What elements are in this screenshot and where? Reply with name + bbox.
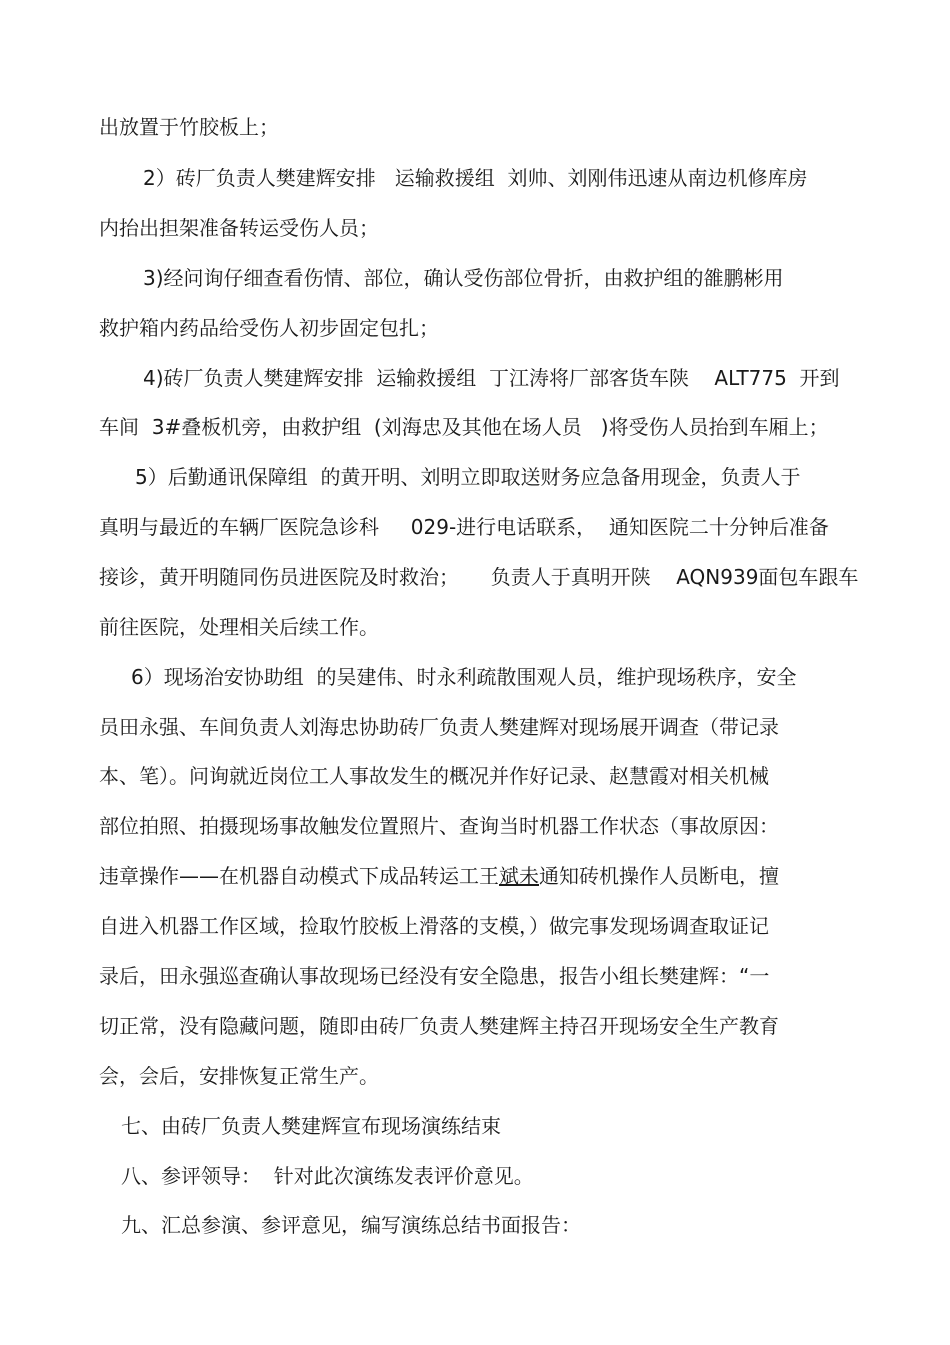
- text-line: 部位拍照、拍摄现场事故触发位置照片、查询当时机器工作状态（事故原因：: [99, 814, 779, 838]
- text-line: 4)砖厂负责人樊建辉安排 运输救援组 丁江涛将厂部客货车陕 ALT775 开到: [143, 366, 840, 390]
- violation-text-after: 通知砖机操作人员断电，擅: [539, 864, 779, 888]
- section-heading: 七、由砖厂负责人樊建辉宣布现场演练结束: [121, 1114, 501, 1138]
- text-line: 车间 3#叠板机旁，由救护组 (刘海忠及其他在场人员 )将受伤人员抬到车厢上；: [99, 415, 829, 439]
- violation-text-underlined: 斌未: [499, 864, 539, 888]
- section-heading: 八、参评领导： 针对此次演练发表评价意见。: [121, 1164, 534, 1188]
- text-line: 录后，田永强巡查确认事故现场已经没有安全隐患，报告小组长樊建辉：“一: [99, 964, 770, 988]
- text-line: 员田永强、车间负责人刘海忠协助砖厂负责人樊建辉对现场展开调查（带记录: [99, 715, 779, 739]
- text-line-violation: [99, 863, 779, 889]
- text-line: 内抬出担架准备转运受伤人员；: [99, 216, 379, 240]
- text-line: 本、笔）。问询就近岗位工人事故发生的概况并作好记录、赵慧霞对相关机械: [99, 764, 769, 788]
- text-line: 切正常，没有隐藏问题，随即由砖厂负责人樊建辉主持召开现场安全生产教育: [99, 1014, 779, 1038]
- text-line: 自进入机器工作区域，捡取竹胶板上滑落的支模，）做完事发现场调查取证记: [99, 914, 769, 938]
- text-line: 救护箱内药品给受伤人初步固定包扎；: [99, 316, 439, 340]
- text-line: 接诊，黄开明随同伤员进医院及时救治； 负责人于真明开陕 AQN939面包车跟车: [99, 565, 859, 589]
- violation-text-before: 违章操作——在机器自动模式下成品转运工王: [99, 864, 499, 888]
- text-line: 真明与最近的车辆厂医院急诊科 029-进行电话联系， 通知医院二十分钟后准备: [99, 515, 829, 539]
- text-line: 3)经问询仔细查看伤情、部位，确认受伤部位骨折，由救护组的雒鹏彬用: [143, 266, 784, 290]
- text-line: 5）后勤通讯保障组 的黄开明、刘明立即取送财务应急备用现金，负责人于: [135, 465, 801, 489]
- text-line: 出放置于竹胶板上；: [99, 115, 279, 139]
- text-line: 会，会后，安排恢复正常生产。: [99, 1064, 379, 1088]
- text-line: 2）砖厂负责人樊建辉安排 运输救援组 刘帅、刘刚伟迅速从南边机修库房: [143, 166, 808, 190]
- text-line: 前往医院，处理相关后续工作。: [99, 615, 379, 639]
- text-line: 6）现场治安协助组 的吴建伟、时永利疏散围观人员，维护现场秩序，安全: [131, 665, 797, 689]
- section-heading: 九、汇总参演、参评意见，编写演练总结书面报告：: [121, 1213, 581, 1237]
